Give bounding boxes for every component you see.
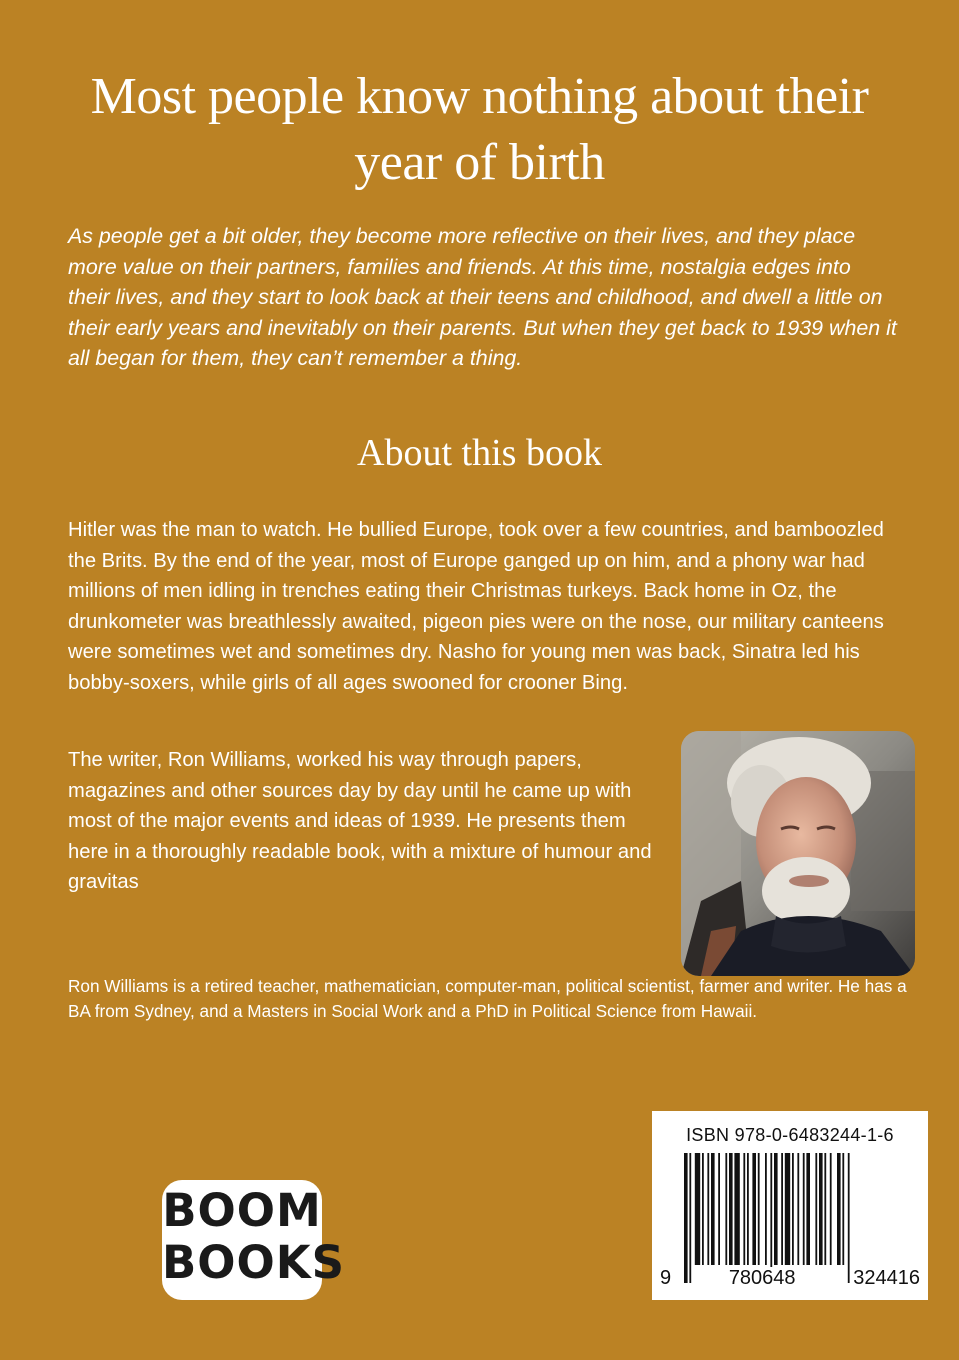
barcode-bar — [824, 1153, 826, 1265]
section-title: About this book — [357, 432, 602, 474]
headline — [40, 64, 919, 196]
barcode-bar — [725, 1153, 727, 1265]
barcode-bar — [774, 1153, 778, 1265]
barcode-bar — [815, 1153, 817, 1265]
barcode-bar — [711, 1153, 715, 1265]
about-paragraph-2: The writer, Ron Williams, worked his way through papers, magazines and other sources day by day until he came up with most of the major events and ideas of 1939. He presents them here in a thoroughly readable book, with a mixture of humour and gravitas — [68, 749, 652, 893]
barcode-bar — [770, 1153, 772, 1283]
barcode-bar — [743, 1153, 745, 1265]
about-paragraph-1: Hitler was the man to watch. He bullied Europe, took over a few countries, and bamboozled the Brits. By the end of the year, most of Europe ganged up on him, and a phony war had millions of men idling in trenches eating their Christmas turkeys. Back home in Oz, the drunkometer was breathlessly awaited, pigeon pies were on the nose, our military canteens were sometimes wet and sometimes dry. Nasho for young men was back, Sinatra led his bobby-soxers, while girls of all ages swooned for crooner Bing. — [68, 519, 884, 694]
author-portrait-image — [681, 731, 915, 976]
barcode-digit-lead: 9 — [660, 1267, 672, 1289]
author-bio: Ron Williams is a retired teacher, mathematician, computer-man, political scientist, farmer and writer. He has a BA from Sydney, and a Masters in Social Work and a PhD in Political Science from Hawaii. — [68, 976, 907, 1021]
barcode-bar — [837, 1153, 841, 1265]
barcode-bar — [792, 1153, 794, 1265]
barcode-digits-right: 324416 — [853, 1267, 920, 1289]
barcode-bar — [806, 1153, 810, 1265]
headline-line-1: Most people know nothing about their — [90, 68, 869, 125]
isbn-label: ISBN 978-0-6483244-1-6 — [686, 1125, 894, 1145]
barcode-bar — [842, 1153, 844, 1265]
barcode-digits-left: 780648 — [728, 1267, 796, 1289]
publisher-logo — [162, 1180, 346, 1300]
barcode-bar — [702, 1153, 704, 1265]
barcode-bar — [819, 1153, 823, 1265]
barcode-bar — [797, 1153, 799, 1265]
publisher-logo-line-2: BOOKS — [162, 1236, 346, 1289]
barcode-bar — [758, 1153, 760, 1265]
barcode-bar — [848, 1153, 850, 1283]
author-photo — [681, 731, 915, 976]
publisher-logo-line-1: BOOM — [162, 1184, 322, 1237]
barcode-digits — [658, 1267, 922, 1290]
isbn-barcode-panel — [652, 1111, 928, 1300]
barcode-bar — [765, 1153, 767, 1265]
barcode-bar — [729, 1153, 733, 1265]
barcode-bar — [803, 1153, 805, 1265]
barcode-bar — [752, 1153, 756, 1265]
barcode-bar — [734, 1153, 739, 1265]
barcode-bar — [695, 1153, 700, 1265]
barcode-bar — [781, 1153, 783, 1265]
intro-paragraph: As people get a bit older, they become more reflective on their lives, and they place more value on their partners, families and friends. At this time, nostalgia edges into their lives, and they start to look back at their teens and childhood, and dwell a little on their early years and inevitably on their parents. But when they get back to 1939 when it all began for them, they can’t remember a thing. — [68, 224, 897, 371]
barcode-icon — [684, 1153, 896, 1283]
barcode-bar — [707, 1153, 709, 1265]
barcode-bar — [747, 1153, 749, 1265]
headline-line-2: year of birth — [354, 134, 605, 191]
barcode-bar — [684, 1153, 688, 1283]
barcode-bar — [785, 1153, 790, 1265]
barcode-bar — [718, 1153, 720, 1265]
barcode-bar — [830, 1153, 832, 1265]
barcode-bar — [689, 1153, 691, 1283]
